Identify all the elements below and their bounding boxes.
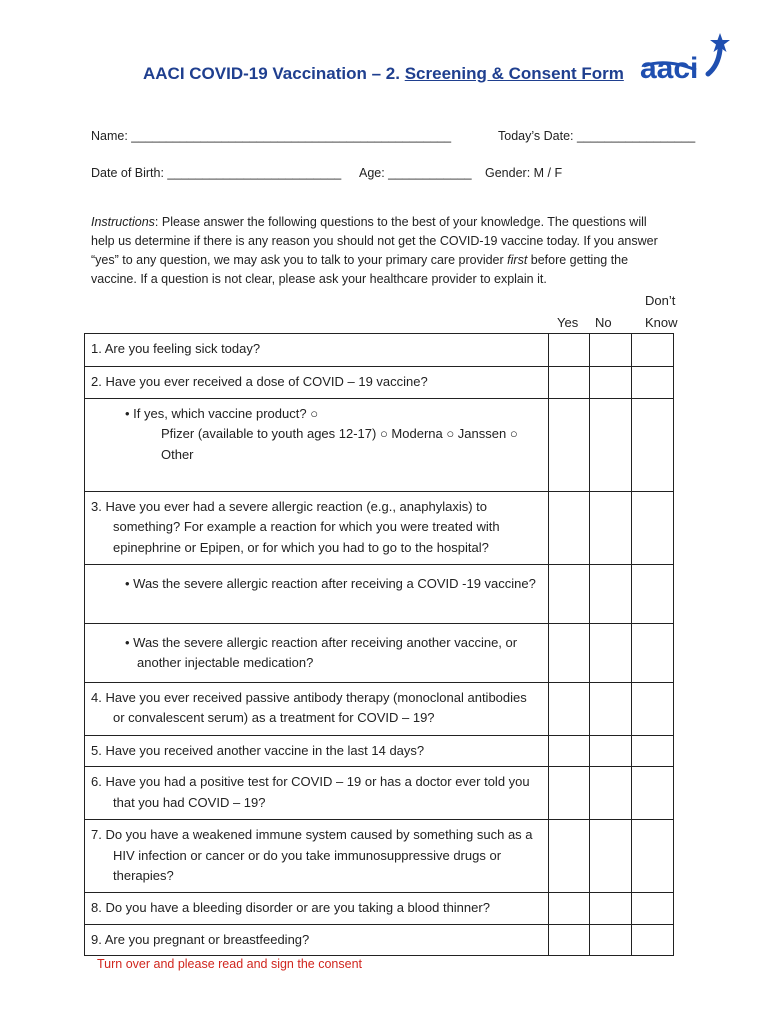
age-field[interactable]: Age: ____________ xyxy=(359,166,472,180)
table-row xyxy=(85,367,674,399)
q3b-yes-checkbox[interactable] xyxy=(548,623,590,682)
col-no: No xyxy=(595,315,612,330)
q3b-no-checkbox[interactable] xyxy=(590,623,632,682)
table-row xyxy=(85,735,674,767)
table-row xyxy=(85,564,674,623)
question-2a-other: Other xyxy=(161,446,194,462)
q7-yes-checkbox[interactable] xyxy=(548,820,590,893)
col-yes: Yes xyxy=(557,315,579,330)
instructions-emph: first xyxy=(507,253,528,267)
q7-no-checkbox[interactable] xyxy=(590,820,632,893)
question-3b: • Was the severe allergic reaction after receiving another vaccine, or another injectable medication? xyxy=(125,634,518,670)
q2-dont-know-checkbox[interactable] xyxy=(632,367,674,399)
q5-no-checkbox[interactable] xyxy=(590,735,632,767)
instructions-text-b: before getting the vaccine. If a question is not clear, please ask your healthcare provider to explain it. xyxy=(91,253,629,286)
q1-no-checkbox[interactable] xyxy=(590,334,632,367)
gender-field[interactable]: Gender: M / F xyxy=(485,166,563,180)
logo-text: aaci xyxy=(640,52,699,85)
table-row xyxy=(85,893,674,925)
q2a-dont-know-checkbox[interactable] xyxy=(632,398,674,491)
table-row xyxy=(85,767,674,820)
q3-dont-know-checkbox[interactable] xyxy=(632,491,674,564)
table-row xyxy=(85,334,674,367)
dob-field[interactable]: Date of Birth: _________________________ xyxy=(91,166,342,180)
q1-dont-know-checkbox[interactable] xyxy=(632,334,674,367)
q1-yes-checkbox[interactable] xyxy=(548,334,590,367)
q2a-no-checkbox[interactable] xyxy=(590,398,632,491)
q3-yes-checkbox[interactable] xyxy=(548,491,590,564)
question-9: 9. Are you pregnant or breastfeeding? xyxy=(85,924,549,956)
q8-yes-checkbox[interactable] xyxy=(548,893,590,925)
title-underlined: Screening & Consent Form xyxy=(404,64,624,83)
q8-dont-know-checkbox[interactable] xyxy=(632,893,674,925)
q3a-no-checkbox[interactable] xyxy=(590,564,632,623)
title-prefix: AACI COVID-19 Vaccination – 2. xyxy=(143,64,405,83)
q3-no-checkbox[interactable] xyxy=(590,491,632,564)
q9-yes-checkbox[interactable] xyxy=(548,924,590,956)
instructions xyxy=(91,213,671,289)
q7-dont-know-checkbox[interactable] xyxy=(632,820,674,893)
table-row xyxy=(85,682,674,735)
q6-yes-checkbox[interactable] xyxy=(548,767,590,820)
instructions-text-a: : Please answer the following questions to the best of your knowledge. The questions will help us determine if there is any reason you should not get the COVID-19 vaccine today. If you answer “yes” to any question, we may ask you to talk to your primary care provider xyxy=(91,215,658,267)
question-4: 4. Have you ever received passive antibody therapy (monoclonal antibodies or convalescent serum) as a treatment for COVID – 19? xyxy=(91,689,527,725)
q4-yes-checkbox[interactable] xyxy=(548,682,590,735)
col-dont-2: Know xyxy=(645,315,678,330)
question-2a xyxy=(85,398,549,491)
table-row xyxy=(85,491,674,564)
q5-yes-checkbox[interactable] xyxy=(548,735,590,767)
footer-note: Turn over and please read and sign the consent xyxy=(97,957,362,971)
question-3: 3. Have you ever had a severe allergic reaction (e.g., anaphylaxis) to something? For example a reaction for which you were treated with epinephrine or Epipen, or for which you had to go to the hospital? xyxy=(91,498,500,555)
table-row xyxy=(85,623,674,682)
question-8: 8. Do you have a bleeding disorder or are you taking a blood thinner? xyxy=(85,893,549,925)
question-3a: • Was the severe allergic reaction after receiving a COVID -19 vaccine? xyxy=(125,575,536,591)
q4-no-checkbox[interactable] xyxy=(590,682,632,735)
q6-dont-know-checkbox[interactable] xyxy=(632,767,674,820)
q5-dont-know-checkbox[interactable] xyxy=(632,735,674,767)
table-row xyxy=(85,924,674,956)
question-5: 5. Have you received another vaccine in the last 14 days? xyxy=(85,735,549,767)
screening-table xyxy=(84,333,674,956)
question-6: 6. Have you had a positive test for COVID – 19 or has a doctor ever told you that you had COVID – 19? xyxy=(91,774,530,810)
question-7: 7. Do you have a weakened immune system caused by something such as a HIV infection or cancer or do you take immunosuppressive drugs or therapies? xyxy=(91,827,533,883)
question-2: 2. Have you ever received a dose of COVID – 19 vaccine? xyxy=(85,367,549,399)
table-row xyxy=(85,398,674,491)
table-row xyxy=(85,820,674,893)
q8-no-checkbox[interactable] xyxy=(590,893,632,925)
question-2a-options: Pfizer (available to youth ages 12-17) ○ Moderna ○ Janssen ○ xyxy=(161,426,518,441)
q2-no-checkbox[interactable] xyxy=(590,367,632,399)
q9-no-checkbox[interactable] xyxy=(590,924,632,956)
question-1: 1. Are you feeling sick today? xyxy=(85,334,549,367)
q3a-dont-know-checkbox[interactable] xyxy=(632,564,674,623)
q2a-yes-checkbox[interactable] xyxy=(548,398,590,491)
name-field[interactable]: Name: ______________________________________________ xyxy=(91,129,452,143)
col-dont-1: Don’t xyxy=(645,293,676,308)
q4-dont-know-checkbox[interactable] xyxy=(632,682,674,735)
page-title xyxy=(143,64,624,84)
q3b-dont-know-checkbox[interactable] xyxy=(632,623,674,682)
q9-dont-know-checkbox[interactable] xyxy=(632,924,674,956)
q2-yes-checkbox[interactable] xyxy=(548,367,590,399)
instructions-label: Instructions xyxy=(91,215,155,229)
q3a-yes-checkbox[interactable] xyxy=(548,564,590,623)
question-2a-text: • If yes, which vaccine product? ○ xyxy=(125,405,319,421)
todays-date-field[interactable]: Today’s Date: _________________ xyxy=(498,129,696,143)
q6-no-checkbox[interactable] xyxy=(590,767,632,820)
aaci-logo xyxy=(636,28,736,86)
